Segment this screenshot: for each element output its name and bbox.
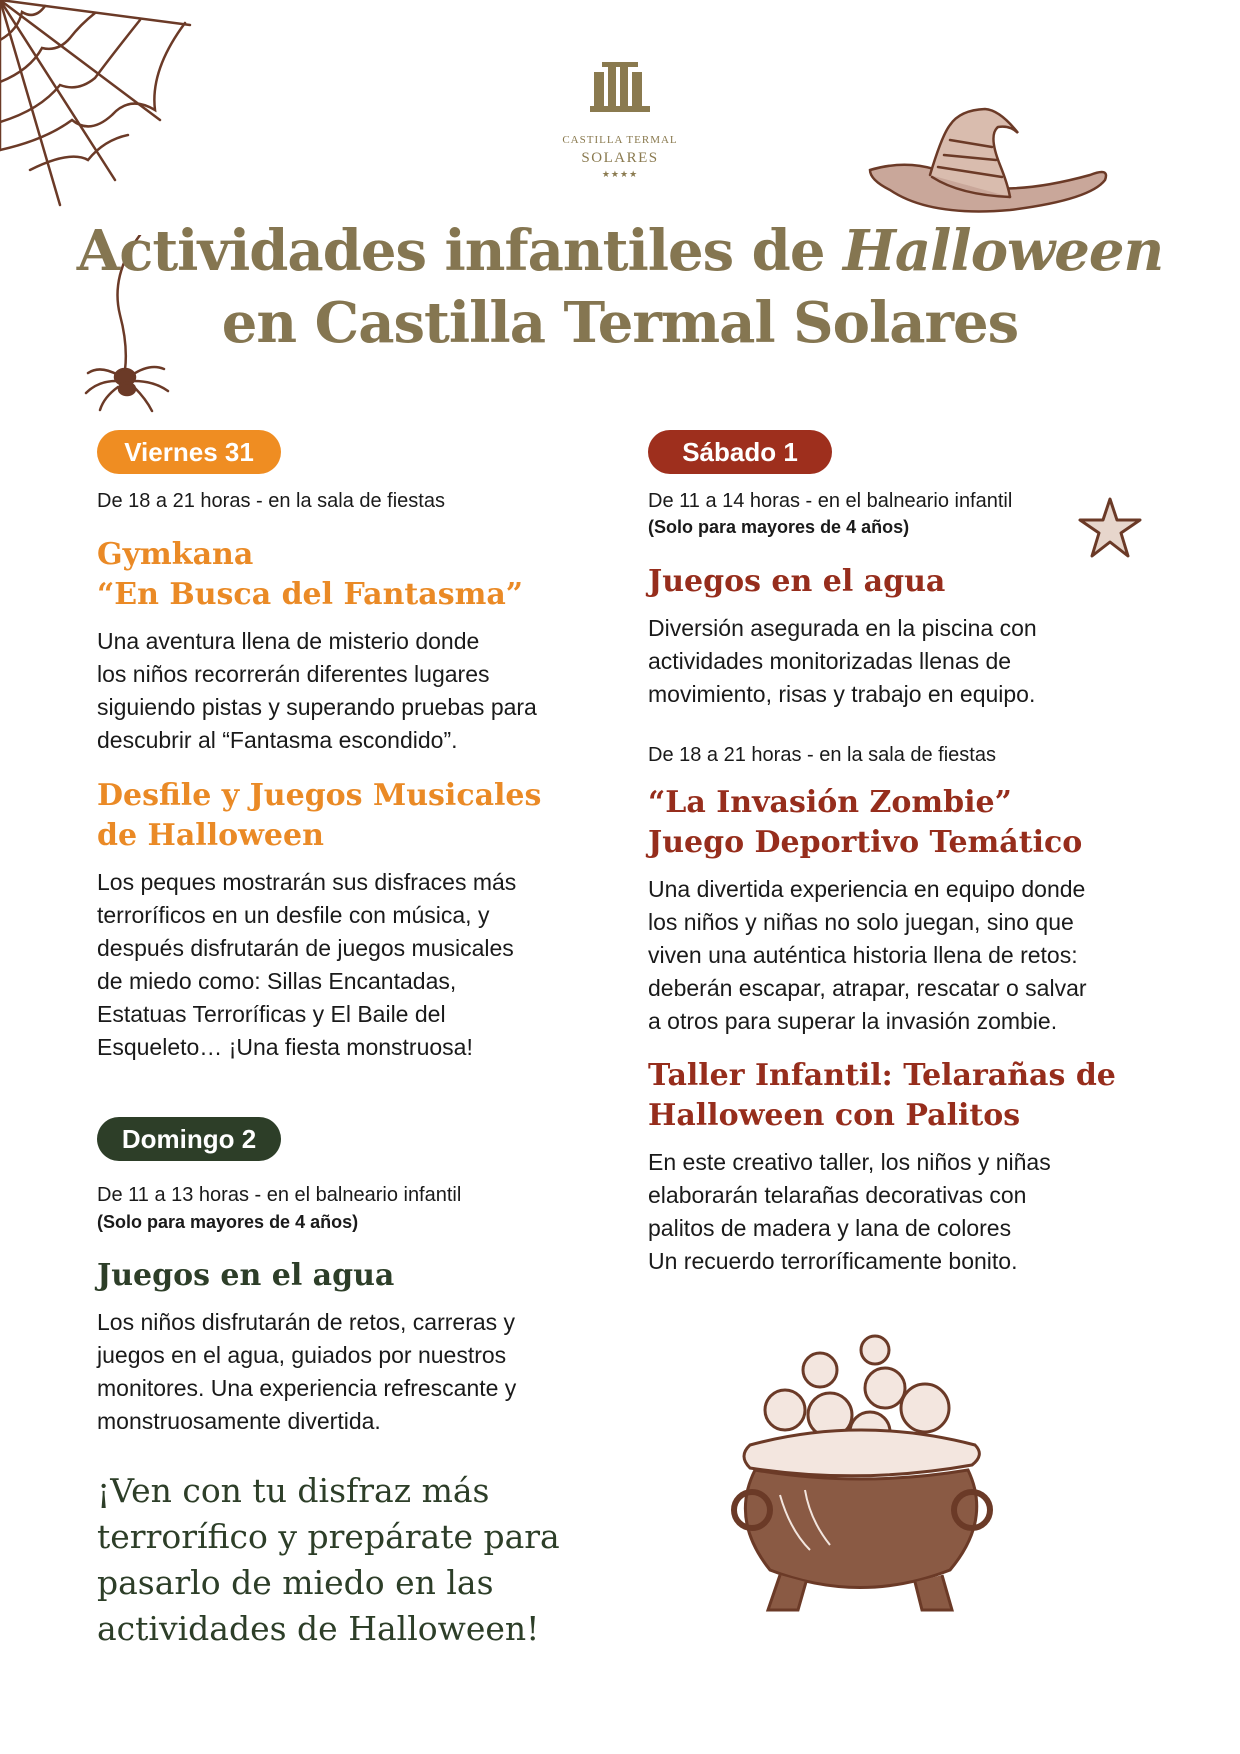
saturday-act1-title: Juegos en el agua [648,564,946,599]
saturday-act3-desc: En este creativo taller, los niños y niñas elaborarán telarañas decorativas con palitos de madera y lana de colores Un recuerdo terroríficamente bonito. [648,1149,1051,1274]
page-title [0,215,1240,359]
brand-line1: CASTILLA TERMAL [562,134,678,146]
sunday-badge: Domingo 2 [97,1117,281,1161]
friday-act2-desc: Los peques mostrarán sus disfraces más terroríficos en un desfile con música, y después disfrutarán de juegos musicales de miedo como: Sillas Encantadas, Estatuas Terroríficas y El Baile del Esqueleto… ¡Una fiesta monstruosa! [97,869,517,1060]
saturday-act3-title: Taller Infantil: Telarañas de Halloween con Palitos [648,1058,1116,1133]
saturday-badge: Sábado 1 [648,430,832,474]
sunday-act1-title: Juegos en el agua [97,1258,395,1293]
saturday-act2-title: “La Invasión Zombie” Juego Deportivo Temático [648,785,1083,860]
brand-line2: SOLARES [581,150,659,166]
brand-stars: ★★★★ [601,169,639,179]
friday-time: De 18 a 21 horas - en la sala de fiestas [97,490,445,512]
friday-act1-title: Gymkana “En Busca del Fantasma” [97,537,524,612]
saturday-act1-desc: Diversión asegurada en la piscina con actividades monitorizadas llenas de movimiento, risas y trabajo en equipo. [648,615,1037,707]
saturday-time1: De 11 a 14 horas - en el balneario infantil [648,490,1013,512]
title-line1: Actividades infantiles de Halloween [76,218,1164,284]
friday-badge: Viernes 31 [97,430,281,474]
witch-hat-icon [860,105,1120,225]
friday-act1-desc: Una aventura llena de misterio donde los niños recorrerán diferentes lugares siguiendo pistas y superando pruebas para descubrir al “Fantasma escondido”. [97,628,537,753]
saturday-time2: De 18 a 21 horas - en la sala de fiestas [648,744,996,766]
friday-act2-title: Desfile y Juegos Musicales de Halloween [97,778,542,853]
cauldron-icon [710,1320,1010,1620]
saturday-act2-desc: Una divertida experiencia en equipo donde los niños y niñas no solo juegan, sino que viven una auténtica historia llena de retos: deberán escapar, atrapar, rescatar o salvar a otros para superar la invasión zombie. [648,876,1087,1034]
sunday-act1-desc: Los niños disfrutarán de retos, carreras y juegos en el agua, guiados por nuestros monitores. Una experiencia refrescante y monstruosamente divertida. [97,1309,517,1434]
closing-message: ¡Ven con tu disfraz más terrorífico y prepárate para pasarlo de miedo en las actividades de Halloween! [97,1471,560,1648]
sunday-time: De 11 a 13 horas - en el balneario infantil [97,1184,462,1206]
sunday-note: (Solo para mayores de 4 años) [97,1212,359,1232]
saturday-note1: (Solo para mayores de 4 años) [648,517,910,537]
star-icon [1075,495,1145,565]
spiderweb-icon [0,0,200,210]
title-line2: en Castilla Termal Solares [221,290,1019,356]
brand-logo [555,62,685,180]
castle-logo-icon [588,62,652,120]
